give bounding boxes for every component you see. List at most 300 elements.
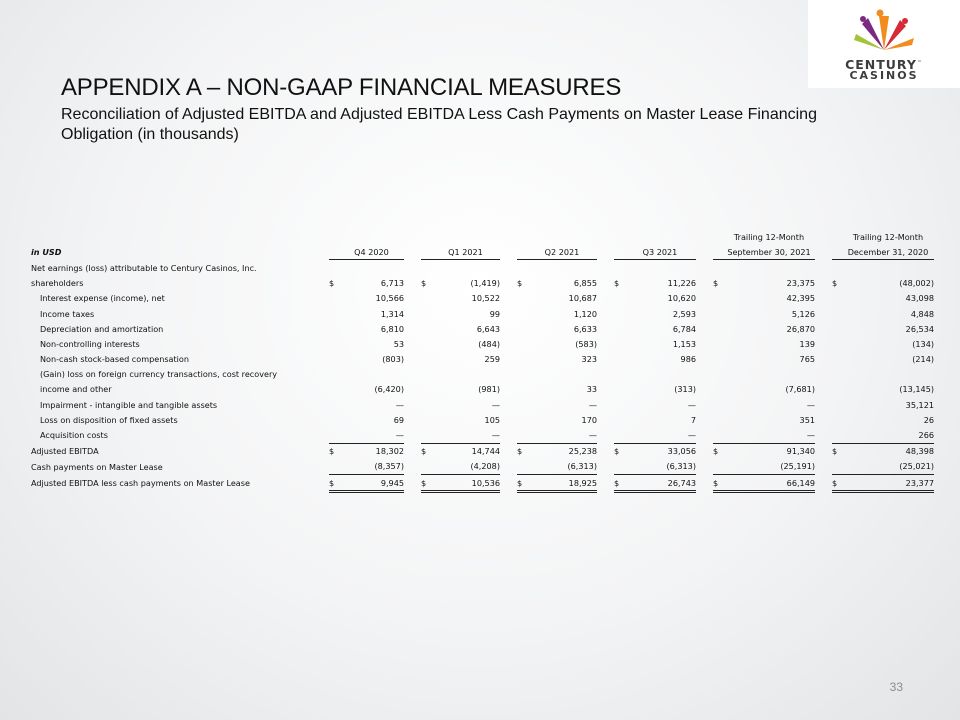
currency-symbol: $	[517, 278, 523, 289]
currency-symbol	[421, 321, 431, 336]
table-cell: 33,056	[624, 443, 696, 459]
table-cell: (6,313)	[527, 459, 597, 475]
table-cell: 10,566	[375, 293, 404, 304]
column-gap	[597, 229, 614, 244]
column-gap	[815, 306, 832, 321]
row-label: Non-cash stock-based compensation	[40, 354, 190, 365]
row-label: shareholders	[31, 278, 84, 289]
column-gap	[696, 306, 713, 321]
table-cell: 14,744	[431, 443, 500, 459]
column-gap	[312, 321, 329, 336]
currency-symbol	[329, 336, 339, 351]
table-cell: 99	[489, 308, 500, 319]
column-gap	[597, 367, 614, 382]
table-cell	[431, 367, 500, 382]
column-gap	[404, 412, 421, 427]
currency-symbol: $	[329, 278, 335, 289]
header-underline	[614, 244, 624, 260]
column-gap	[597, 397, 614, 412]
currency-symbol	[713, 459, 723, 475]
currency-symbol: $	[329, 443, 339, 459]
column-gap	[696, 260, 713, 276]
table-row	[31, 412, 934, 427]
currency-symbol: $	[421, 475, 431, 492]
currency-symbol	[329, 367, 339, 382]
column-gap	[312, 367, 329, 382]
table-row	[31, 352, 934, 367]
column-gap	[597, 475, 614, 492]
column-gap	[597, 306, 614, 321]
table-cell	[624, 260, 696, 276]
table-cell: 10,620	[667, 293, 696, 304]
currency-symbol: $	[614, 278, 620, 289]
table-cell: (1,419)	[470, 278, 500, 289]
currency-symbol: $	[832, 475, 842, 492]
table-cell: 23,375	[786, 278, 815, 289]
currency-symbol	[713, 382, 723, 397]
table-row	[31, 475, 934, 492]
column-gap	[500, 427, 517, 443]
currency-symbol	[421, 306, 431, 321]
currency-symbol	[614, 382, 624, 397]
column-gap	[404, 367, 421, 382]
currency-symbol	[517, 367, 527, 382]
column-gap	[312, 382, 329, 397]
table-cell: (134)	[912, 338, 934, 349]
table-cell: —	[588, 399, 597, 410]
currency-symbol: $	[713, 443, 723, 459]
table-cell: 6,713	[380, 278, 404, 289]
table-cell: (4,208)	[431, 459, 500, 475]
currency-symbol	[421, 427, 431, 443]
table-row	[31, 321, 934, 336]
currency-symbol	[713, 352, 723, 367]
table-cell	[842, 260, 934, 276]
table-cell	[339, 260, 404, 276]
column-gap	[404, 244, 421, 260]
header-underline	[421, 244, 431, 260]
table-cell: 1,153	[672, 338, 696, 349]
column-gap	[404, 382, 421, 397]
column-gap	[500, 397, 517, 412]
row-label: Loss on disposition of fixed assets	[40, 414, 178, 425]
column-gap	[500, 260, 517, 276]
table-cell: —	[491, 399, 500, 410]
row-label: Adjusted EBITDA less cash payments on Master Lease	[31, 478, 250, 489]
table-cell: 2,593	[672, 308, 696, 319]
table-cell: 91,340	[723, 443, 815, 459]
column-header: Q2 2021	[527, 244, 597, 260]
table-cell: 6,784	[672, 323, 696, 334]
currency-symbol	[421, 459, 431, 475]
column-gap	[500, 336, 517, 351]
column-gap	[696, 336, 713, 351]
page-title: APPENDIX A – NON-GAAP FINANCIAL MEASURES	[61, 74, 622, 101]
row-label: Depreciation and amortization	[40, 323, 164, 334]
column-gap	[597, 352, 614, 367]
column-gap	[404, 475, 421, 492]
table-cell: 259	[484, 354, 500, 365]
column-gap	[312, 352, 329, 367]
table-cell: 48,398	[842, 443, 934, 459]
column-gap	[404, 229, 421, 244]
column-gap	[597, 321, 614, 336]
column-gap	[696, 321, 713, 336]
header-top-label: Trailing 12-Month	[733, 231, 805, 242]
currency-symbol: $	[517, 443, 527, 459]
column-gap	[696, 412, 713, 427]
table-header-row	[31, 244, 934, 260]
currency-symbol	[713, 397, 723, 412]
row-label: Impairment - intangible and tangible assets	[40, 399, 218, 410]
currency-symbol	[614, 427, 624, 443]
currency-symbol	[517, 352, 527, 367]
column-gap	[312, 244, 329, 260]
header-spacer	[329, 229, 339, 244]
column-gap	[404, 336, 421, 351]
table-row	[31, 336, 934, 351]
table-cell	[842, 367, 934, 382]
column-gap	[815, 412, 832, 427]
table-cell: (13,145)	[899, 384, 934, 395]
column-gap	[312, 336, 329, 351]
table-row	[31, 306, 934, 321]
table-row	[31, 397, 934, 412]
table-cell: 10,536	[431, 475, 500, 492]
table-cell: 986	[680, 354, 696, 365]
row-label: Interest expense (income), net	[40, 293, 165, 304]
table-cell: 6,633	[573, 323, 597, 334]
column-gap	[696, 459, 713, 475]
table-cell: —	[527, 427, 597, 443]
table-cell: 139	[799, 338, 815, 349]
table-cell: 765	[799, 354, 815, 365]
column-gap	[404, 321, 421, 336]
row-label: Adjusted EBITDA	[31, 445, 99, 456]
column-header: September 30, 2021	[723, 244, 815, 260]
column-gap	[696, 229, 713, 244]
table-cell	[723, 367, 815, 382]
table-cell: (8,357)	[339, 459, 404, 475]
table-cell: —	[687, 399, 696, 410]
column-gap	[815, 443, 832, 459]
column-gap	[404, 443, 421, 459]
currency-symbol	[517, 336, 527, 351]
currency-symbol	[832, 427, 842, 443]
table-cell: 5,126	[791, 308, 815, 319]
column-gap	[815, 276, 832, 291]
column-header: December 31, 2020	[842, 244, 934, 260]
currency-symbol	[329, 459, 339, 475]
currency-symbol	[832, 352, 842, 367]
currency-symbol	[614, 306, 624, 321]
table-cell	[339, 367, 404, 382]
table-cell	[431, 260, 500, 276]
column-gap	[404, 352, 421, 367]
currency-symbol: $	[713, 475, 723, 492]
table-cell: 6,855	[573, 278, 597, 289]
column-gap	[696, 382, 713, 397]
table-cell: 170	[581, 414, 597, 425]
currency-symbol	[329, 397, 339, 412]
column-gap	[815, 336, 832, 351]
table-cell: 23,377	[842, 475, 934, 492]
column-gap	[500, 459, 517, 475]
column-gap	[815, 229, 832, 244]
currency-symbol	[713, 336, 723, 351]
column-gap	[312, 260, 329, 276]
column-gap	[404, 459, 421, 475]
table-cell: 351	[799, 414, 815, 425]
column-gap	[312, 459, 329, 475]
table-cell: 6,810	[380, 323, 404, 334]
table-cell: (214)	[912, 354, 934, 365]
column-gap	[597, 443, 614, 459]
column-gap	[696, 244, 713, 260]
header-top-label	[527, 229, 597, 244]
table-cell: (803)	[382, 354, 404, 365]
logo-wordmark-century: CENTURY™	[845, 57, 923, 72]
table-row	[31, 291, 934, 306]
currency-symbol	[517, 412, 527, 427]
column-gap	[500, 229, 517, 244]
column-gap	[597, 244, 614, 260]
table-row	[31, 276, 934, 291]
column-gap	[500, 321, 517, 336]
table-cell: —	[723, 427, 815, 443]
table-cell: (6,420)	[374, 384, 404, 395]
table-cell: 6,643	[476, 323, 500, 334]
header-spacer	[517, 229, 527, 244]
currency-symbol	[329, 260, 339, 276]
row-label: (Gain) loss on foreign currency transactions, cost recovery	[40, 369, 278, 380]
currency-symbol	[614, 412, 624, 427]
column-gap	[597, 412, 614, 427]
currency-symbol	[517, 427, 527, 443]
column-gap	[597, 260, 614, 276]
table-row	[31, 260, 934, 276]
table-cell: 1,120	[573, 308, 597, 319]
currency-symbol	[517, 459, 527, 475]
row-label: Net earnings (loss) attributable to Century Casinos, Inc.	[31, 262, 257, 273]
currency-symbol	[832, 382, 842, 397]
header-top-label: Trailing 12-Month	[852, 231, 924, 242]
header-underline	[517, 244, 527, 260]
currency-symbol	[421, 291, 431, 306]
column-gap	[500, 367, 517, 382]
currency-symbol	[614, 291, 624, 306]
table-cell: 18,302	[339, 443, 404, 459]
currency-symbol	[421, 336, 431, 351]
column-gap	[597, 459, 614, 475]
column-gap	[815, 397, 832, 412]
column-header: Q3 2021	[624, 244, 696, 260]
page-subtitle: Reconciliation of Adjusted EBITDA and Adjusted EBITDA Less Cash Payments on Master Lease Financing Obligation (in thousands)	[61, 106, 817, 143]
table-cell: (583)	[575, 338, 597, 349]
column-gap	[500, 412, 517, 427]
column-gap	[312, 475, 329, 492]
header-spacer	[421, 229, 431, 244]
page-number: 33	[889, 680, 903, 694]
column-gap	[404, 291, 421, 306]
table-cell: 18,925	[527, 475, 597, 492]
column-gap	[500, 306, 517, 321]
table-cell: 10,522	[471, 293, 500, 304]
row-label: Income taxes	[40, 308, 95, 319]
table-cell: —	[339, 427, 404, 443]
table-cell: 26,534	[905, 323, 934, 334]
century-casinos-logo	[808, 0, 960, 88]
currency-symbol	[832, 321, 842, 336]
table-cell: (25,191)	[723, 459, 815, 475]
currency-symbol	[421, 352, 431, 367]
column-gap	[404, 427, 421, 443]
column-gap	[815, 367, 832, 382]
table-cell: —	[624, 427, 696, 443]
table-row	[31, 427, 934, 443]
currency-symbol	[329, 291, 339, 306]
column-gap	[312, 229, 329, 244]
currency-symbol	[713, 367, 723, 382]
table-cell: (484)	[478, 338, 500, 349]
header-spacer	[832, 229, 842, 244]
currency-symbol	[832, 459, 842, 475]
table-row	[31, 459, 934, 475]
column-gap	[815, 382, 832, 397]
column-gap	[312, 397, 329, 412]
column-gap	[597, 276, 614, 291]
currency-symbol	[329, 306, 339, 321]
column-header: Q4 2020	[339, 244, 404, 260]
currency-symbol	[832, 412, 842, 427]
table-cell: (6,313)	[624, 459, 696, 475]
currency-symbol: $	[329, 475, 339, 492]
table-cell: 42,395	[786, 293, 815, 304]
currency-symbol	[421, 367, 431, 382]
currency-symbol	[713, 306, 723, 321]
currency-symbol	[614, 260, 624, 276]
currency-symbol	[421, 412, 431, 427]
column-gap	[597, 336, 614, 351]
column-gap	[312, 412, 329, 427]
currency-symbol	[329, 412, 339, 427]
column-gap	[500, 443, 517, 459]
header-underline	[329, 244, 339, 260]
currency-symbol	[421, 260, 431, 276]
column-gap	[404, 397, 421, 412]
column-gap	[696, 443, 713, 459]
table-cell: 4,848	[910, 308, 934, 319]
table-cell: 1,314	[380, 308, 404, 319]
table-cell: 53	[393, 338, 404, 349]
table-header-top-row	[31, 229, 934, 244]
table-cell: 7	[690, 414, 696, 425]
table-cell: 43,098	[905, 293, 934, 304]
currency-symbol	[421, 382, 431, 397]
column-gap	[500, 291, 517, 306]
table-cell: 26,870	[786, 323, 815, 334]
currency-symbol	[517, 382, 527, 397]
currency-symbol: $	[614, 475, 624, 492]
column-gap	[815, 427, 832, 443]
table-cell: (25,021)	[842, 459, 934, 475]
table-cell: (981)	[478, 384, 500, 395]
table-cell	[527, 367, 597, 382]
currency-symbol	[832, 291, 842, 306]
column-gap	[815, 475, 832, 492]
currency-symbol	[329, 427, 339, 443]
column-gap	[815, 352, 832, 367]
table-cell: 69	[393, 414, 404, 425]
header-top-label	[339, 229, 404, 244]
table-cell: —	[395, 399, 404, 410]
table-cell: 266	[842, 427, 934, 443]
table-cell: —	[806, 399, 815, 410]
header-top-label	[431, 229, 500, 244]
column-gap	[815, 459, 832, 475]
column-gap	[696, 291, 713, 306]
ebitda-reconciliation-table	[31, 229, 934, 493]
logo-wordmark-casinos: CASINOS	[849, 69, 919, 82]
header-top-label	[624, 229, 696, 244]
currency-symbol	[713, 321, 723, 336]
currency-symbol: $	[832, 278, 838, 289]
table-cell	[624, 367, 696, 382]
table-cell: 105	[484, 414, 500, 425]
table-cell: 26,743	[624, 475, 696, 492]
currency-symbol	[832, 397, 842, 412]
logo-burst-icon	[808, 0, 960, 60]
currency-symbol	[614, 352, 624, 367]
table-row	[31, 443, 934, 459]
column-gap	[500, 276, 517, 291]
currency-symbol	[832, 260, 842, 276]
currency-symbol	[517, 291, 527, 306]
currency-symbol	[713, 291, 723, 306]
table-cell: 35,121	[905, 399, 934, 410]
table-cell	[723, 260, 815, 276]
currency-symbol	[614, 459, 624, 475]
column-gap	[500, 475, 517, 492]
column-gap	[696, 367, 713, 382]
header-underline	[713, 244, 723, 260]
column-gap	[815, 321, 832, 336]
header-spacer	[614, 229, 624, 244]
currency-symbol	[329, 382, 339, 397]
column-gap	[404, 260, 421, 276]
column-gap	[696, 276, 713, 291]
column-gap	[696, 475, 713, 492]
column-gap	[815, 291, 832, 306]
column-gap	[404, 306, 421, 321]
row-label: Cash payments on Master Lease	[31, 461, 163, 472]
column-gap	[404, 276, 421, 291]
column-gap	[312, 276, 329, 291]
column-gap	[312, 306, 329, 321]
row-label: Acquisition costs	[40, 430, 108, 441]
table-cell	[527, 260, 597, 276]
column-gap	[312, 291, 329, 306]
currency-symbol: $	[421, 443, 431, 459]
table-cell: 33	[586, 384, 597, 395]
currency-symbol	[517, 260, 527, 276]
column-gap	[597, 291, 614, 306]
column-gap	[597, 382, 614, 397]
column-gap	[696, 352, 713, 367]
row-label: income and other	[40, 384, 112, 395]
row-label: Non-controlling interests	[40, 338, 140, 349]
currency-symbol	[614, 397, 624, 412]
